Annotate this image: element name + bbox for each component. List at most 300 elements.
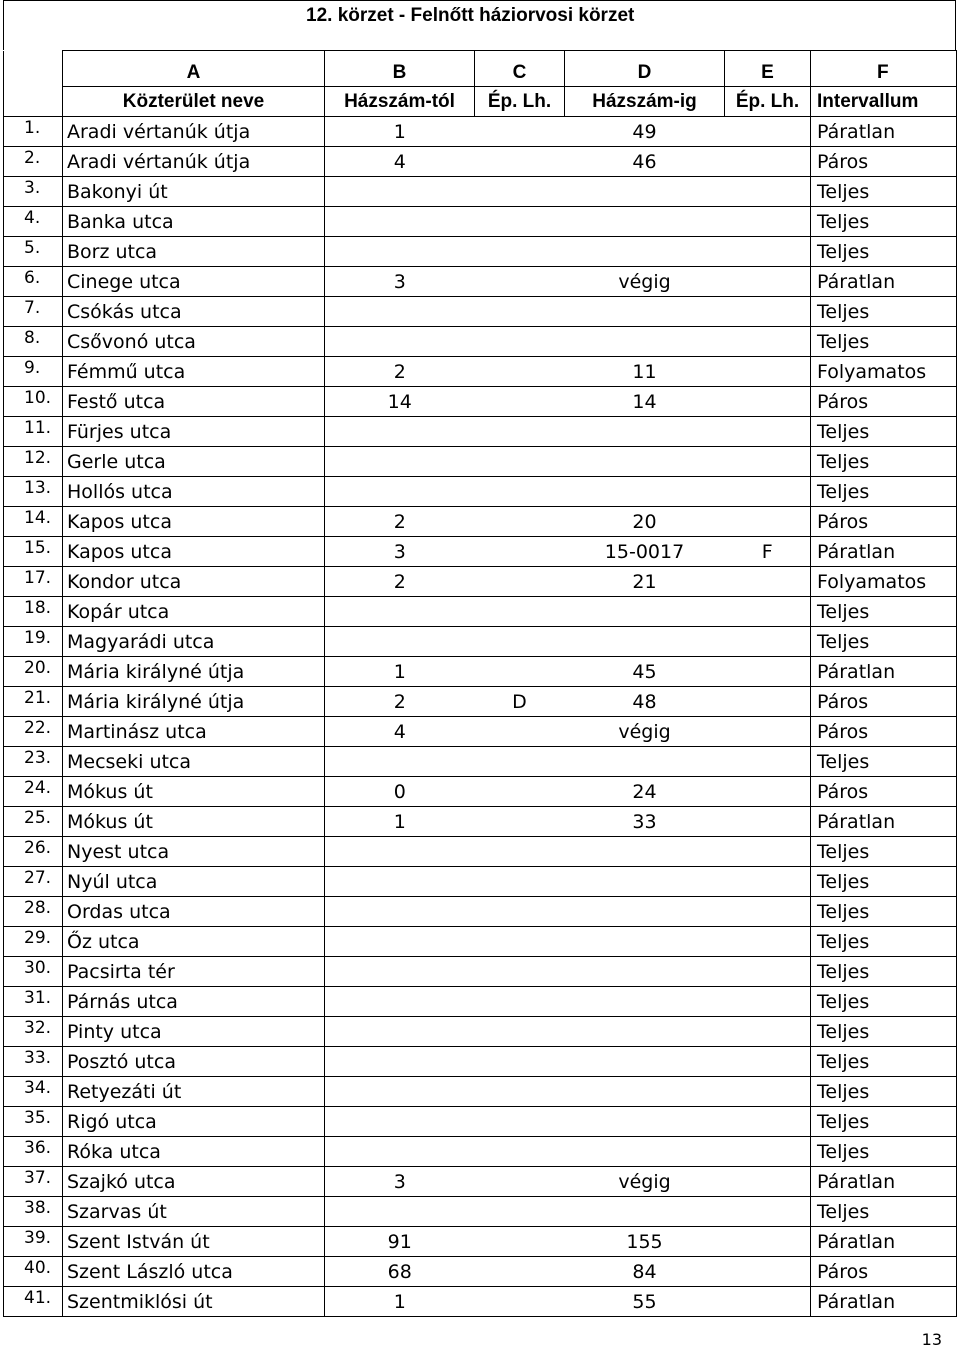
row-number: 29.	[4, 927, 63, 957]
table-row	[4, 537, 957, 567]
table-row	[4, 147, 957, 177]
building-to-cell	[725, 837, 811, 867]
building-to-cell	[725, 1227, 811, 1257]
street-name-cell: Posztó utca	[63, 1047, 325, 1077]
building-from-cell	[475, 117, 565, 147]
number-to-cell	[565, 1017, 725, 1047]
row-number: 38.	[4, 1197, 63, 1227]
number-to-cell	[565, 627, 725, 657]
interval-cell: Folyamatos	[811, 357, 957, 387]
row-number: 34.	[4, 1077, 63, 1107]
street-name-cell: Kapos utca	[63, 507, 325, 537]
row-number: 18.	[4, 597, 63, 627]
number-to-cell: 15-0017	[565, 537, 725, 567]
number-from-cell	[325, 747, 475, 777]
row-number: 10.	[4, 387, 63, 417]
header-street-name: Közterület neve	[63, 87, 325, 117]
building-from-cell	[475, 657, 565, 687]
building-from-cell	[475, 747, 565, 777]
table-row	[4, 867, 957, 897]
number-from-cell	[325, 957, 475, 987]
table-row	[4, 987, 957, 1017]
building-to-cell	[725, 1197, 811, 1227]
number-to-cell	[565, 747, 725, 777]
building-to-cell	[725, 867, 811, 897]
number-to-cell: végig	[565, 267, 725, 297]
table-row	[4, 657, 957, 687]
table-row	[4, 447, 957, 477]
number-to-cell	[565, 867, 725, 897]
row-number: 15.	[4, 537, 63, 567]
street-name-cell: Pinty utca	[63, 1017, 325, 1047]
number-to-cell: 21	[565, 567, 725, 597]
interval-cell: Páratlan	[811, 807, 957, 837]
table-row	[4, 597, 957, 627]
header-number-from: Házszám-tól	[325, 87, 475, 117]
building-from-cell	[475, 1047, 565, 1077]
building-to-cell	[725, 1287, 811, 1317]
number-to-cell	[565, 417, 725, 447]
row-number: 1.	[4, 117, 63, 147]
row-number: 20.	[4, 657, 63, 687]
building-to-cell	[725, 987, 811, 1017]
building-to-cell	[725, 597, 811, 627]
building-from-cell	[475, 777, 565, 807]
building-from-cell	[475, 297, 565, 327]
row-number: 40.	[4, 1257, 63, 1287]
number-from-cell	[325, 1047, 475, 1077]
number-to-cell	[565, 1137, 725, 1167]
number-to-cell: 45	[565, 657, 725, 687]
number-from-cell	[325, 867, 475, 897]
street-name-cell: Pacsirta tér	[63, 957, 325, 987]
number-from-cell: 1	[325, 657, 475, 687]
building-to-cell	[725, 957, 811, 987]
building-from-cell	[475, 537, 565, 567]
street-name-cell: Ordas utca	[63, 897, 325, 927]
table-row	[4, 297, 957, 327]
building-to-cell	[725, 777, 811, 807]
building-to-cell	[725, 717, 811, 747]
street-name-cell: Fémmű utca	[63, 357, 325, 387]
interval-cell: Teljes	[811, 927, 957, 957]
table-row	[4, 927, 957, 957]
building-from-cell	[475, 717, 565, 747]
number-to-cell	[565, 327, 725, 357]
number-to-cell	[565, 597, 725, 627]
row-number: 13.	[4, 477, 63, 507]
number-from-cell	[325, 237, 475, 267]
street-name-cell: Mecseki utca	[63, 747, 325, 777]
interval-cell: Páros	[811, 717, 957, 747]
interval-cell: Teljes	[811, 987, 957, 1017]
building-to-cell	[725, 417, 811, 447]
row-number: 4.	[4, 207, 63, 237]
building-from-cell	[475, 897, 565, 927]
row-number: 36.	[4, 1137, 63, 1167]
building-to-cell	[725, 927, 811, 957]
row-number: 17.	[4, 567, 63, 597]
table-row	[4, 1197, 957, 1227]
table-row	[4, 1287, 957, 1317]
number-from-cell	[325, 897, 475, 927]
street-name-cell: Bakonyi út	[63, 177, 325, 207]
table-row	[4, 807, 957, 837]
building-to-cell	[725, 117, 811, 147]
building-from-cell	[475, 1167, 565, 1197]
row-number: 31.	[4, 987, 63, 1017]
street-name-cell: Szent István út	[63, 1227, 325, 1257]
header-building-2: Ép. Lh.	[725, 87, 811, 117]
number-from-cell	[325, 447, 475, 477]
interval-cell: Teljes	[811, 837, 957, 867]
table-row	[4, 267, 957, 297]
number-from-cell: 4	[325, 717, 475, 747]
row-number: 41.	[4, 1287, 63, 1317]
building-from-cell	[475, 1107, 565, 1137]
number-from-cell	[325, 627, 475, 657]
building-from-cell	[475, 507, 565, 537]
building-from-cell	[475, 1137, 565, 1167]
table-row	[4, 1257, 957, 1287]
number-from-cell	[325, 207, 475, 237]
building-from-cell	[475, 1287, 565, 1317]
table-row	[4, 417, 957, 447]
building-to-cell	[725, 567, 811, 597]
table-row	[4, 357, 957, 387]
number-to-cell: 46	[565, 147, 725, 177]
building-to-cell	[725, 1077, 811, 1107]
interval-cell: Páratlan	[811, 1287, 957, 1317]
row-number: 26.	[4, 837, 63, 867]
street-name-cell: Mókus út	[63, 777, 325, 807]
table-row	[4, 777, 957, 807]
number-from-cell	[325, 1107, 475, 1137]
number-to-cell: 155	[565, 1227, 725, 1257]
number-from-cell	[325, 1017, 475, 1047]
interval-cell: Teljes	[811, 627, 957, 657]
street-name-cell: Kapos utca	[63, 537, 325, 567]
building-from-cell	[475, 237, 565, 267]
interval-cell: Teljes	[811, 1137, 957, 1167]
row-number: 14.	[4, 507, 63, 537]
interval-cell: Páratlan	[811, 1167, 957, 1197]
building-from-cell	[475, 627, 565, 657]
number-from-cell	[325, 597, 475, 627]
interval-cell: Teljes	[811, 867, 957, 897]
table-row	[4, 327, 957, 357]
number-to-cell	[565, 207, 725, 237]
street-name-cell: Rigó utca	[63, 1107, 325, 1137]
number-to-cell	[565, 1197, 725, 1227]
building-from-cell	[475, 597, 565, 627]
number-to-cell	[565, 477, 725, 507]
table-row	[4, 177, 957, 207]
building-to-cell	[725, 477, 811, 507]
number-from-cell	[325, 1077, 475, 1107]
table-row	[4, 237, 957, 267]
table-row	[4, 507, 957, 537]
table-row	[4, 387, 957, 417]
building-to-cell	[725, 357, 811, 387]
row-number: 35.	[4, 1107, 63, 1137]
number-to-cell: 24	[565, 777, 725, 807]
column-letter-e: E	[725, 51, 811, 87]
building-to-cell	[725, 1107, 811, 1137]
street-name-cell: Szarvas út	[63, 1197, 325, 1227]
building-to-cell	[725, 657, 811, 687]
number-from-cell: 3	[325, 267, 475, 297]
page-title: 12. körzet - Felnőtt háziorvosi körzet	[3, 0, 956, 50]
interval-cell: Teljes	[811, 207, 957, 237]
building-from-cell	[475, 357, 565, 387]
number-to-cell	[565, 837, 725, 867]
building-from-cell	[475, 1017, 565, 1047]
number-from-cell	[325, 927, 475, 957]
number-to-cell: 11	[565, 357, 725, 387]
header-interval: Intervallum	[811, 87, 957, 117]
table-row	[4, 1047, 957, 1077]
table-row	[4, 687, 957, 717]
column-letter-c: C	[475, 51, 565, 87]
building-from-cell	[475, 867, 565, 897]
number-from-cell: 1	[325, 807, 475, 837]
interval-cell: Teljes	[811, 747, 957, 777]
street-name-cell: Magyarádi utca	[63, 627, 325, 657]
building-to-cell	[725, 687, 811, 717]
street-name-cell: Szajkó utca	[63, 1167, 325, 1197]
row-number: 23.	[4, 747, 63, 777]
street-name-cell: Mária királyné útja	[63, 657, 325, 687]
building-to-cell	[725, 387, 811, 417]
street-name-cell: Aradi vértanúk útja	[63, 117, 325, 147]
number-to-cell	[565, 1047, 725, 1077]
building-to-cell	[725, 147, 811, 177]
number-from-cell	[325, 327, 475, 357]
table-row	[4, 747, 957, 777]
building-from-cell: D	[475, 687, 565, 717]
number-to-cell	[565, 897, 725, 927]
building-from-cell	[475, 1077, 565, 1107]
number-from-cell: 1	[325, 117, 475, 147]
table-row	[4, 117, 957, 147]
number-to-cell	[565, 957, 725, 987]
table-row	[4, 1077, 957, 1107]
number-from-cell	[325, 1137, 475, 1167]
interval-cell: Teljes	[811, 417, 957, 447]
row-number: 30.	[4, 957, 63, 987]
row-number: 32.	[4, 1017, 63, 1047]
row-number: 37.	[4, 1167, 63, 1197]
building-from-cell	[475, 387, 565, 417]
building-from-cell	[475, 807, 565, 837]
row-number: 19.	[4, 627, 63, 657]
building-to-cell	[725, 1137, 811, 1167]
column-letter-row	[4, 51, 957, 87]
street-name-cell: Aradi vértanúk útja	[63, 147, 325, 177]
row-number: 33.	[4, 1047, 63, 1077]
street-name-cell: Borz utca	[63, 237, 325, 267]
table-row	[4, 567, 957, 597]
number-to-cell: 20	[565, 507, 725, 537]
number-from-cell: 91	[325, 1227, 475, 1257]
number-from-cell: 3	[325, 537, 475, 567]
table-row	[4, 1017, 957, 1047]
building-to-cell	[725, 327, 811, 357]
building-from-cell	[475, 987, 565, 1017]
number-from-cell: 2	[325, 357, 475, 387]
number-from-cell	[325, 177, 475, 207]
interval-cell: Teljes	[811, 327, 957, 357]
interval-cell: Páratlan	[811, 1227, 957, 1257]
street-name-cell: Nyest utca	[63, 837, 325, 867]
number-from-cell: 1	[325, 1287, 475, 1317]
street-name-cell: Kondor utca	[63, 567, 325, 597]
row-number: 39.	[4, 1227, 63, 1257]
interval-cell: Páros	[811, 687, 957, 717]
number-to-cell: 49	[565, 117, 725, 147]
number-from-cell	[325, 837, 475, 867]
street-name-cell: Csővonó utca	[63, 327, 325, 357]
building-from-cell	[475, 147, 565, 177]
number-to-cell	[565, 447, 725, 477]
street-name-cell: Őz utca	[63, 927, 325, 957]
street-name-cell: Fürjes utca	[63, 417, 325, 447]
number-from-cell: 4	[325, 147, 475, 177]
building-from-cell	[475, 477, 565, 507]
street-name-cell: Cinege utca	[63, 267, 325, 297]
interval-cell: Páros	[811, 147, 957, 177]
street-name-cell: Banka utca	[63, 207, 325, 237]
number-from-cell	[325, 417, 475, 447]
interval-cell: Teljes	[811, 957, 957, 987]
interval-cell: Páros	[811, 507, 957, 537]
building-to-cell	[725, 807, 811, 837]
header-number-to: Házszám-ig	[565, 87, 725, 117]
column-letter-d: D	[565, 51, 725, 87]
street-name-cell: Róka utca	[63, 1137, 325, 1167]
building-from-cell	[475, 327, 565, 357]
interval-cell: Teljes	[811, 447, 957, 477]
row-number: 27.	[4, 867, 63, 897]
interval-cell: Páratlan	[811, 117, 957, 147]
interval-cell: Teljes	[811, 237, 957, 267]
row-number: 9.	[4, 357, 63, 387]
building-from-cell	[475, 1257, 565, 1287]
building-from-cell	[475, 207, 565, 237]
building-to-cell: F	[725, 537, 811, 567]
street-name-cell: Szent László utca	[63, 1257, 325, 1287]
interval-cell: Teljes	[811, 597, 957, 627]
street-name-cell: Szentmiklósi út	[63, 1287, 325, 1317]
building-to-cell	[725, 447, 811, 477]
street-name-cell: Párnás utca	[63, 987, 325, 1017]
street-name-cell: Csókás utca	[63, 297, 325, 327]
interval-cell: Teljes	[811, 177, 957, 207]
number-from-cell: 68	[325, 1257, 475, 1287]
blank-cell	[4, 51, 63, 87]
street-name-cell: Nyúl utca	[63, 867, 325, 897]
building-from-cell	[475, 417, 565, 447]
building-to-cell	[725, 207, 811, 237]
building-from-cell	[475, 267, 565, 297]
interval-cell: Páros	[811, 387, 957, 417]
number-from-cell: 2	[325, 687, 475, 717]
row-number: 12.	[4, 447, 63, 477]
number-from-cell	[325, 1197, 475, 1227]
street-name-cell: Hollós utca	[63, 477, 325, 507]
page-number: 13	[921, 1330, 942, 1349]
building-to-cell	[725, 267, 811, 297]
number-to-cell	[565, 1077, 725, 1107]
interval-cell: Teljes	[811, 297, 957, 327]
row-number: 25.	[4, 807, 63, 837]
row-number: 8.	[4, 327, 63, 357]
row-number: 21.	[4, 687, 63, 717]
interval-cell: Teljes	[811, 1047, 957, 1077]
number-to-cell: 14	[565, 387, 725, 417]
number-to-cell	[565, 237, 725, 267]
row-number: 7.	[4, 297, 63, 327]
street-name-cell: Gerle utca	[63, 447, 325, 477]
row-number: 11.	[4, 417, 63, 447]
number-to-cell: 55	[565, 1287, 725, 1317]
table-row	[4, 1137, 957, 1167]
building-to-cell	[725, 1167, 811, 1197]
interval-cell: Folyamatos	[811, 567, 957, 597]
building-from-cell	[475, 447, 565, 477]
building-to-cell	[725, 297, 811, 327]
table-row	[4, 207, 957, 237]
header-building-1: Ép. Lh.	[475, 87, 565, 117]
building-from-cell	[475, 567, 565, 597]
number-to-cell	[565, 987, 725, 1017]
table-row	[4, 897, 957, 927]
number-to-cell	[565, 927, 725, 957]
table-row	[4, 837, 957, 867]
building-from-cell	[475, 1227, 565, 1257]
table-row	[4, 1227, 957, 1257]
building-to-cell	[725, 507, 811, 537]
building-from-cell	[475, 957, 565, 987]
table-row	[4, 477, 957, 507]
interval-cell: Teljes	[811, 1077, 957, 1107]
blank-cell	[4, 87, 63, 117]
row-number: 6.	[4, 267, 63, 297]
number-to-cell: 48	[565, 687, 725, 717]
building-to-cell	[725, 627, 811, 657]
number-to-cell: végig	[565, 717, 725, 747]
building-from-cell	[475, 177, 565, 207]
building-from-cell	[475, 927, 565, 957]
building-to-cell	[725, 897, 811, 927]
interval-cell: Teljes	[811, 1107, 957, 1137]
row-number: 5.	[4, 237, 63, 267]
row-number: 22.	[4, 717, 63, 747]
building-to-cell	[725, 177, 811, 207]
number-to-cell	[565, 177, 725, 207]
column-letter-b: B	[325, 51, 475, 87]
table-row	[4, 627, 957, 657]
table-row	[4, 957, 957, 987]
building-to-cell	[725, 237, 811, 267]
interval-cell: Páratlan	[811, 267, 957, 297]
street-table	[3, 50, 957, 1317]
interval-cell: Teljes	[811, 1197, 957, 1227]
building-from-cell	[475, 1197, 565, 1227]
number-to-cell	[565, 1107, 725, 1137]
street-name-cell: Martinász utca	[63, 717, 325, 747]
